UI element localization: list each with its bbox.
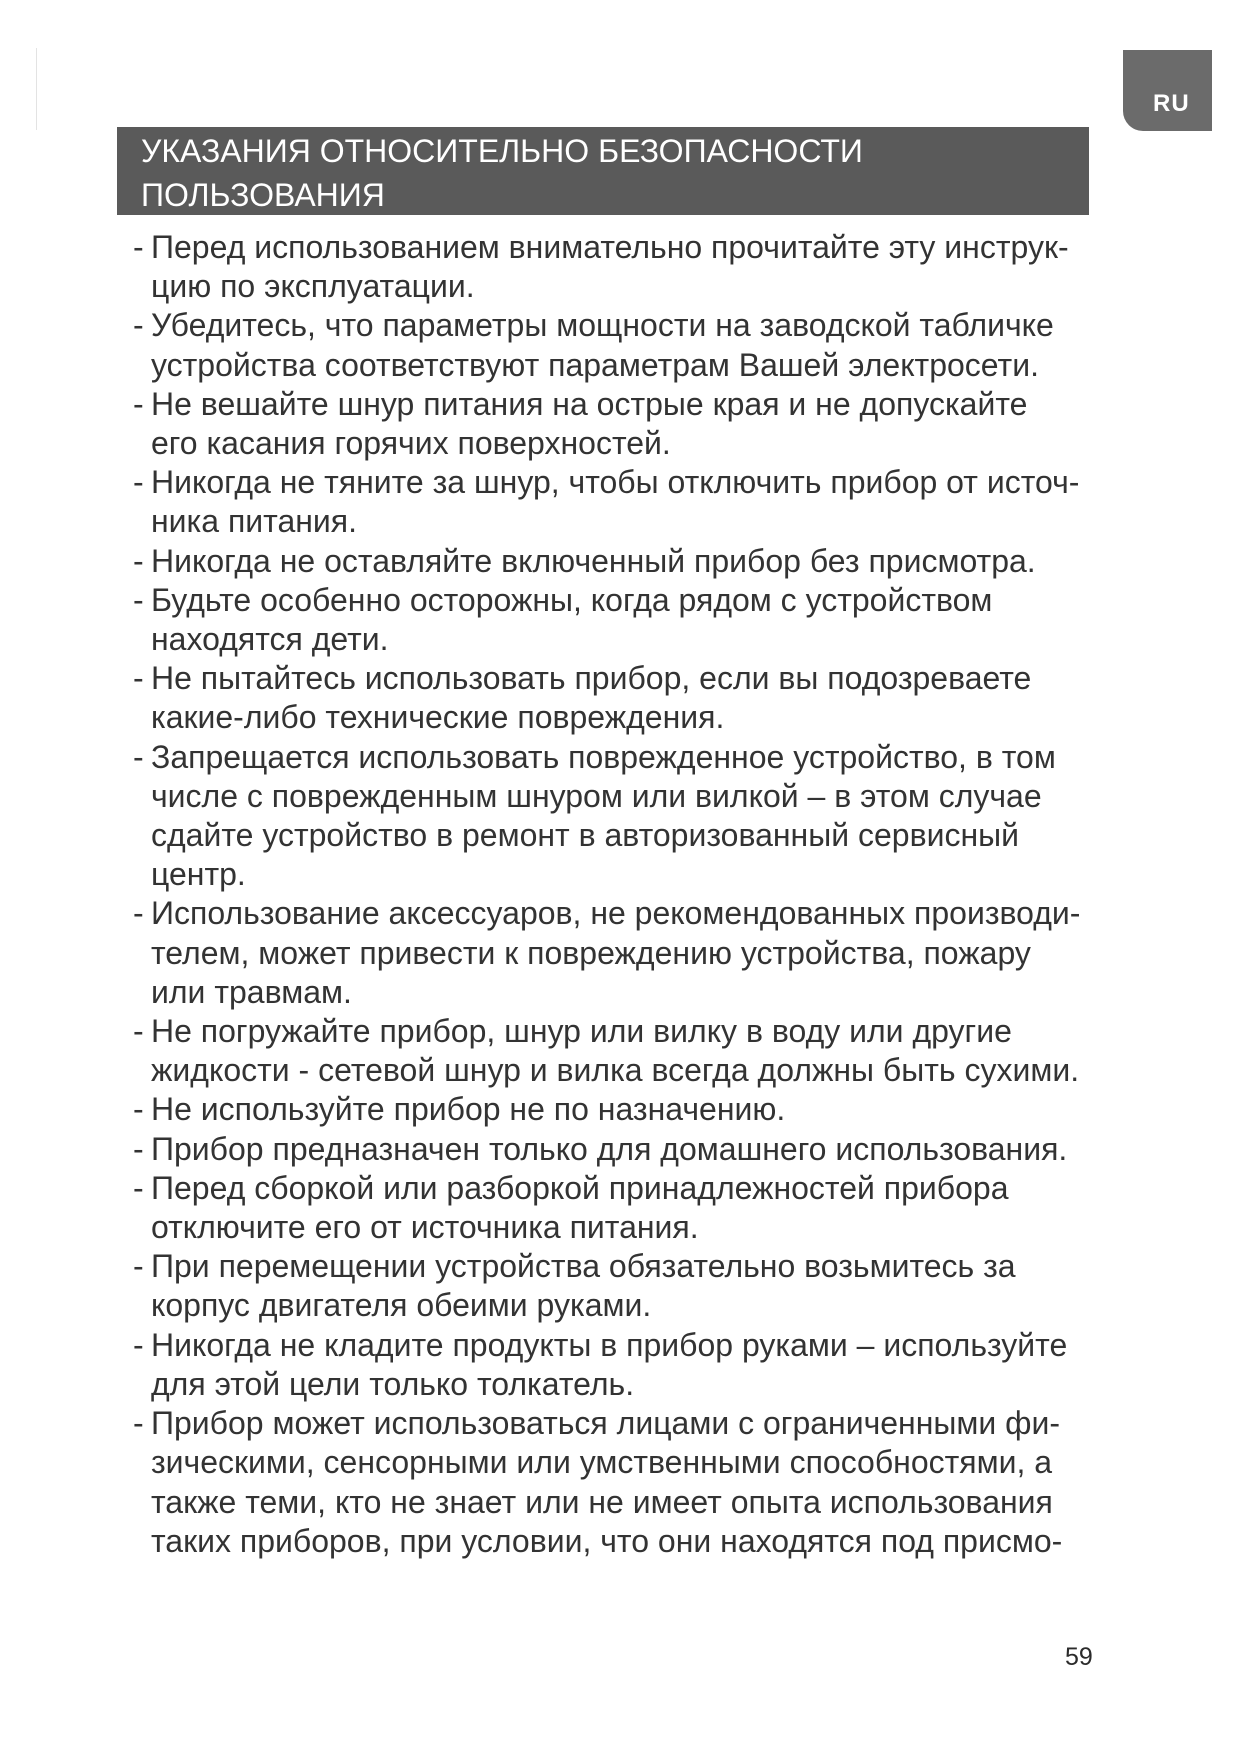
list-item-line: цию по эксплуатации.	[151, 268, 475, 305]
list-item-line: Не используйте прибор не по назначению.	[151, 1091, 786, 1128]
list-item-line: числе с поврежденным шнуром или вилкой – в этом случае	[151, 777, 1042, 814]
list-item	[133, 1130, 1113, 1169]
list-item	[133, 1090, 1113, 1129]
list-item-line: устройства соответствуют параметрам Вашей электросети.	[151, 346, 1039, 383]
list-bullet-dash: -	[133, 229, 144, 265]
list-item-line: центр.	[151, 856, 246, 893]
list-bullet-dash: -	[133, 1091, 144, 1128]
list-bullet-dash: -	[133, 542, 144, 579]
list-item-line: какие-либо технические повреждения.	[151, 699, 725, 736]
list-item	[133, 542, 1113, 581]
section-title-line-1: УКАЗАНИЯ ОТНОСИТЕЛЬНО БЕЗОПАСНОСТИ	[141, 133, 863, 169]
list-item-line: таких приборов, при условии, что они находятся под присмо-	[151, 1522, 1063, 1559]
list-item-line: отключите его от источника питания.	[151, 1209, 699, 1246]
list-item	[133, 738, 1113, 895]
list-item-line: сдайте устройство в ремонт в авторизованный сервисный	[151, 817, 1019, 854]
list-bullet-dash: -	[133, 660, 144, 697]
list-bullet-dash: -	[133, 1169, 144, 1206]
page-number: 59	[1065, 1643, 1093, 1671]
list-item-line: Запрещается использовать поврежденное устройство, в том	[151, 738, 1056, 775]
list-item-line: Перед сборкой или разборкой принадлежностей прибора	[151, 1169, 1009, 1206]
list-item-line: Не вешайте шнур питания на острые края и не допускайте	[151, 385, 1028, 422]
list-item-line: Никогда не тяните за шнур, чтобы отключить прибор от источ-	[151, 464, 1080, 501]
list-item-line: При перемещении устройства обязательно возьмитесь за	[151, 1248, 1016, 1285]
list-item-line: корпус двигателя обеими руками.	[151, 1287, 652, 1324]
list-item	[133, 1247, 1113, 1325]
list-item	[133, 1326, 1113, 1404]
list-item-line: его касания горячих поверхностей.	[151, 425, 671, 462]
list-item	[133, 659, 1113, 737]
list-item-line: находятся дети.	[151, 621, 389, 658]
list-bullet-dash: -	[133, 1248, 144, 1285]
list-item-line: Будьте особенно осторожны, когда рядом с устройством	[151, 581, 993, 618]
list-item-line: Не погружайте прибор, шнур или вилку в воду или другие	[151, 1013, 1012, 1050]
section-header	[117, 127, 1089, 215]
list-bullet-dash: -	[133, 464, 144, 501]
list-item-line: для этой цели только толкатель.	[151, 1365, 635, 1402]
list-bullet-dash: -	[133, 1013, 144, 1050]
list-item-line: Прибор может использоваться лицами с ограниченными фи-	[151, 1405, 1061, 1442]
list-item	[133, 1169, 1113, 1247]
list-item	[133, 228, 1113, 306]
list-item	[133, 581, 1113, 659]
list-item	[133, 385, 1113, 463]
list-item-line: Прибор предназначен только для домашнего использования.	[151, 1130, 1068, 1167]
list-item	[133, 1404, 1113, 1561]
list-item	[133, 894, 1113, 1012]
list-item-line: Никогда не кладите продукты в прибор руками – используйте	[151, 1326, 1068, 1363]
safety-instructions-list	[133, 228, 1113, 1561]
list-item-line: Использование аксессуаров, не рекомендованных производи-	[151, 895, 1081, 932]
list-bullet-dash: -	[133, 738, 144, 775]
list-item-line: зическими, сенсорными или умственными способностями, а	[151, 1444, 1053, 1481]
language-tab	[1123, 50, 1212, 131]
list-item-line: ника питания.	[151, 503, 357, 540]
list-bullet-dash: -	[133, 1405, 144, 1442]
list-bullet-dash: -	[133, 1326, 144, 1363]
list-item	[133, 306, 1113, 384]
list-bullet-dash: -	[133, 307, 144, 344]
list-bullet-dash: -	[133, 1130, 144, 1167]
language-tab-label: RU	[1153, 90, 1190, 117]
list-item-line: телем, может привести к повреждению устройства, пожару	[151, 934, 1031, 971]
list-item-line: Не пытайтесь использовать прибор, если вы подозреваете	[151, 660, 1032, 697]
list-bullet-dash: -	[133, 895, 144, 932]
margin-rule	[36, 48, 37, 130]
list-item-line: или травмам.	[151, 973, 352, 1010]
section-title-line-2: ПОЛЬЗОВАНИЯ	[141, 177, 385, 213]
list-bullet-dash: -	[133, 581, 144, 618]
list-item	[133, 1012, 1113, 1090]
list-item-line: Убедитесь, что параметры мощности на заводской табличке	[151, 307, 1054, 344]
list-item-line: также теми, кто не знает или не имеет опыта использования	[151, 1483, 1053, 1520]
list-item-line: Никогда не оставляйте включенный прибор без присмотра.	[151, 542, 1036, 579]
list-item	[133, 463, 1113, 541]
list-bullet-dash: -	[133, 385, 144, 422]
list-item-line: жидкости - сетевой шнур и вилка всегда должны быть сухими.	[151, 1052, 1080, 1089]
list-item-line: Перед использованием внимательно прочитайте эту инструк-	[151, 229, 1069, 265]
